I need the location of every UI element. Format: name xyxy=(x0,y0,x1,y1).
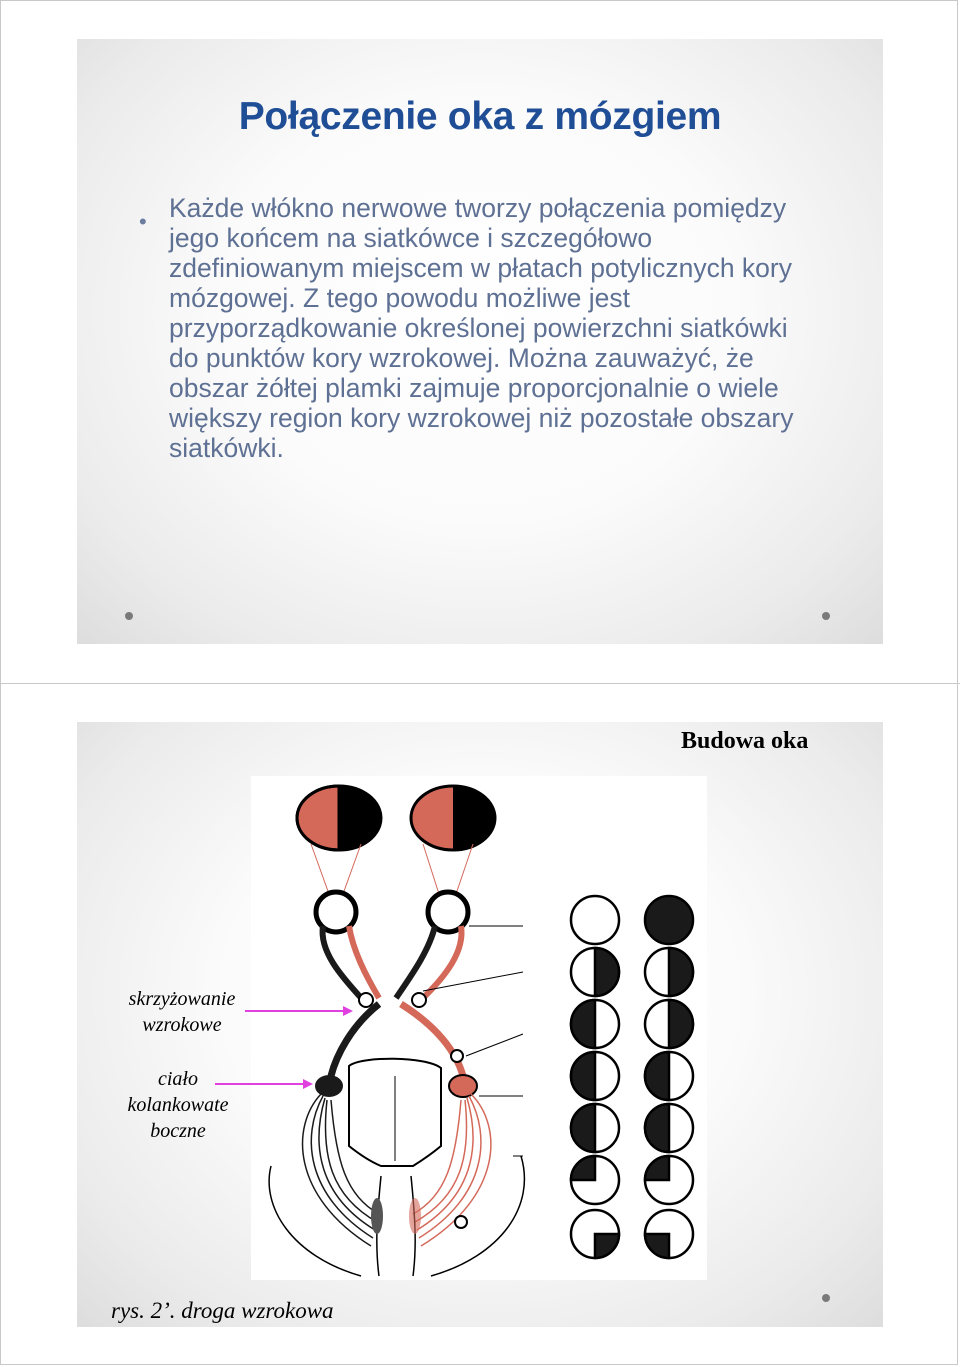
left-lgn xyxy=(315,1075,343,1097)
visual-field-discs xyxy=(571,896,693,1258)
visual-pathway-diagram xyxy=(251,776,707,1280)
label-lateral-geniculate: ciało kolankowate boczne xyxy=(127,1068,229,1142)
magenta-arrow-icon xyxy=(245,1004,355,1018)
corner-dot-icon xyxy=(822,1294,830,1302)
slide-title: Połączenie oka z mózgiem xyxy=(238,95,722,138)
right-lgn xyxy=(449,1075,477,1097)
page-divider xyxy=(0,683,960,684)
bullet-dot-icon: • xyxy=(139,209,147,234)
projection-lines xyxy=(311,844,473,894)
slide-1 xyxy=(77,39,883,644)
right-eye-field xyxy=(411,786,495,850)
figure-caption: rys. 2’. droga wzrokowa xyxy=(111,1298,334,1323)
slide-body-text: Każde włókno nerwowe tworzy połączenia pomiędzy jego końcem na siatkówce i szczegółowo zdefiniowanym miejscem w płatach potylicznych kory mózgowej. Z tego powodu możliwe jest przyporządkowanie określonej powierzchni siatkówki do punktów kory wzrokowej. Można zauważyć, że obszar żółtej plamki zajmuje proporcjonalnie o wiele większy region kory wzrokowej niż pozostałe obszary siatkówki. xyxy=(169,193,794,463)
slide-2 xyxy=(77,722,883,1327)
corner-dot-icon xyxy=(125,612,133,620)
corner-dot-icon xyxy=(822,612,830,620)
left-eye-field xyxy=(297,786,381,850)
label-optic-chiasm: skrzyżowanie wzrokowe xyxy=(128,988,236,1036)
figure-title: Budowa oka xyxy=(681,728,809,754)
magenta-arrow-icon xyxy=(215,1077,315,1091)
